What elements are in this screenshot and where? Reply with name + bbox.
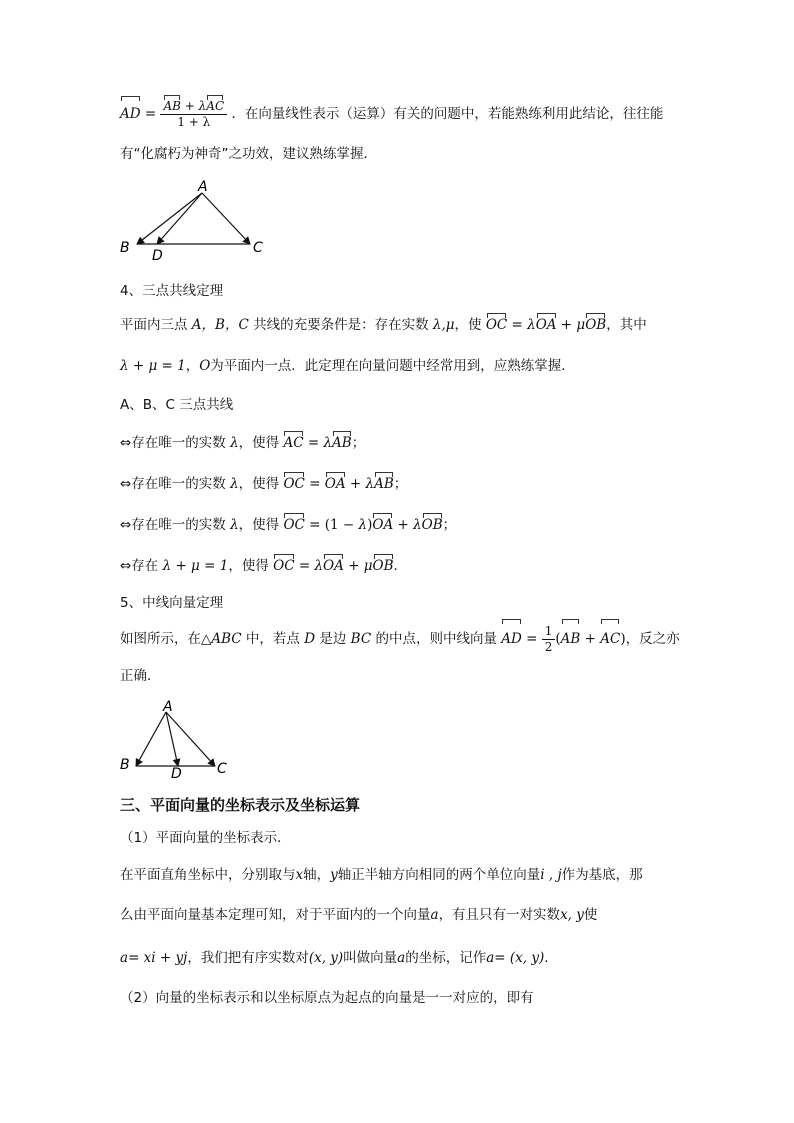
arrow-ac	[202, 193, 250, 244]
fraction: $\frac{\text{AB + λAC}}{1 + \lambda}$	[160, 98, 227, 130]
fraction-half: $\frac{1}{2}$	[542, 623, 556, 655]
label-b: B	[120, 240, 130, 256]
paragraph-line: 平面内三点 A，B，C 共线的充要条件是：存在实数 λ,μ，使 OC = λOA + μOB，其中	[120, 317, 647, 333]
label-d: D	[152, 248, 163, 264]
vector-ad: AD	[120, 99, 141, 129]
equivalence-line-4: ⇔存在 λ + μ = 1，使得 OC = λOA + μOB．	[120, 558, 408, 574]
equivalence-line-2: ⇔存在唯一的实数 λ，使得 OC = OA + λAB；	[120, 476, 408, 492]
triangle-figure-1	[110, 176, 280, 266]
paragraph-line: A、B、C 三点共线	[120, 397, 234, 413]
label-c: C	[217, 761, 227, 777]
equivalence-line-3: ⇔存在唯一的实数 λ，使得 OC = (1 − λ)OA + λOB；	[120, 517, 457, 533]
arrow-ac	[166, 712, 215, 766]
vector-ab: AB	[163, 99, 181, 113]
equivalence-line-1: ⇔存在唯一的实数 λ，使得 AC = λAB；	[120, 435, 366, 451]
arrow-ab	[136, 712, 166, 766]
label-b: B	[120, 757, 130, 773]
section-title: 5、中线向量定理	[120, 595, 224, 611]
subsection-title: （1）平面向量的坐标表示．	[120, 830, 291, 846]
section-title: 4、三点共线定理	[120, 283, 224, 299]
paragraph-line: λ + μ = 1，O为平面内一点．此定理在向量问题中经常用到，应熟练掌握．	[120, 358, 575, 374]
arrow-ad	[157, 193, 202, 244]
paragraph-text: ．在向量线性表示（运算）有关的问题中，若能熟练利用此结论，往往能	[231, 106, 664, 122]
vector-ac: AC	[206, 99, 225, 113]
label-c: C	[253, 240, 263, 256]
formula-line: AD = $\frac{\text{AB + λAC}}{1 + \lambda}$ ．在向量线性表示（运算）有关的问题中，若能熟练利用此结论，往往能	[120, 99, 664, 129]
paragraph-line: 如图所示，在△ABC 中，若点 D 是边 BC 的中点，则中线向量 AD = $\frac{1}{2}$ (AB + AC)，反之亦	[120, 624, 680, 654]
label-a: A	[198, 179, 208, 195]
paragraph-line: 在平面直角坐标中，分别取与x轴，y轴正半轴方向相同的两个单位向量i , j作为基底，那	[120, 867, 643, 883]
triangle-figure-2	[112, 696, 242, 782]
label-d: D	[171, 766, 182, 782]
label-a: A	[163, 699, 173, 715]
paragraph-text: 有“化腐朽为神奇”之功效，建议熟练掌握．	[120, 146, 377, 162]
subsection-title: （2）向量的坐标表示和以坐标原点为起点的向量是一一对应的，即有	[120, 990, 534, 1006]
arrow-ab	[137, 193, 202, 244]
paragraph-line: a= xi + yj，我们把有序实数对(x, y)叫做向量a的坐标，记作a= (x, y)．	[120, 950, 558, 966]
paragraph-line: 么由平面向量基本定理可知，对于平面内的一个向量a，有且只有一对实数x, y使	[120, 907, 598, 923]
paragraph-line: 正确．	[120, 668, 161, 684]
arrow-ad	[166, 712, 178, 766]
section-heading: 三、平面向量的坐标表示及坐标运算	[120, 796, 361, 814]
